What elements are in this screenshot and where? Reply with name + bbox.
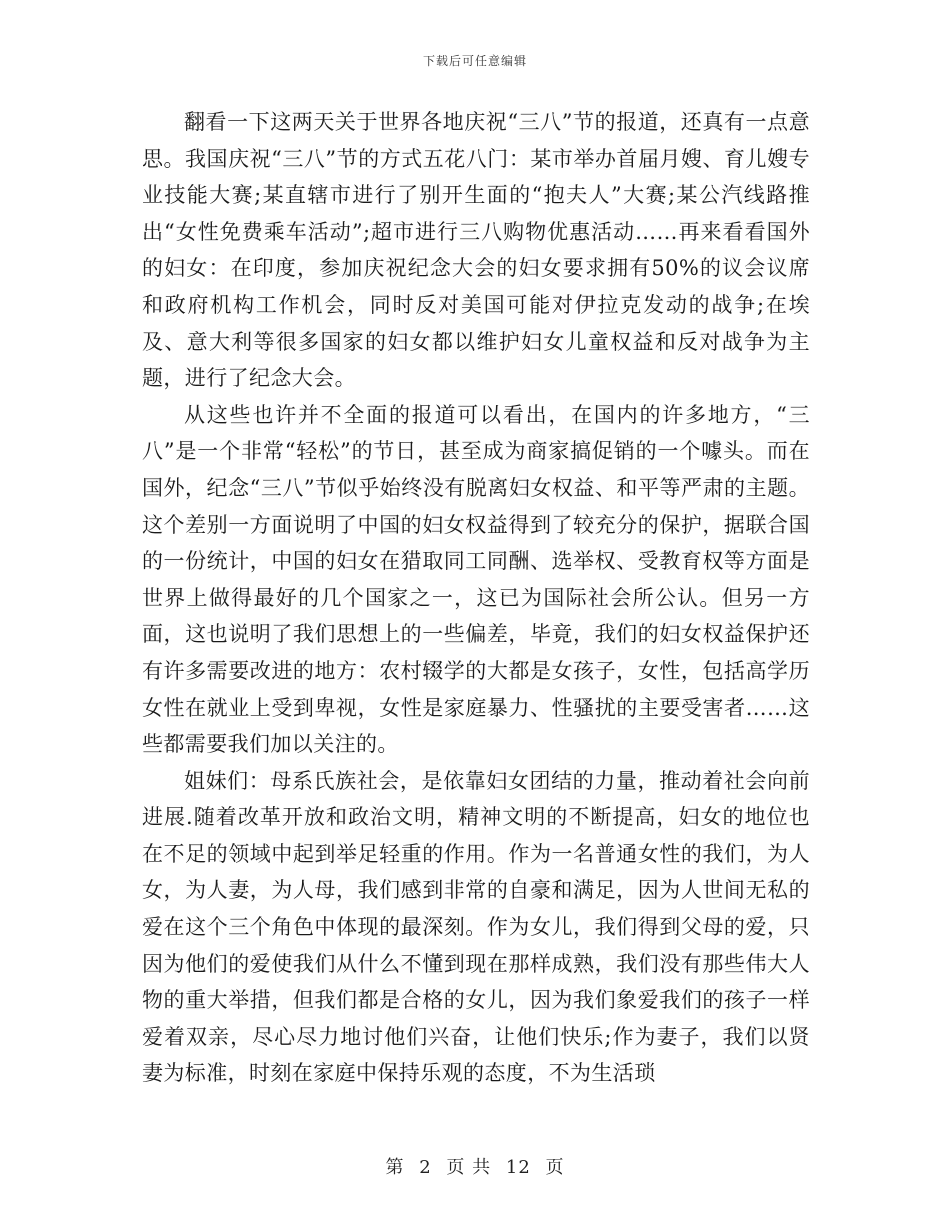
footer-suffix: 页 (545, 1157, 565, 1178)
current-page-number: 2 (419, 1157, 432, 1178)
total-page-count: 12 (505, 1157, 531, 1178)
footer-prefix: 第 (385, 1157, 405, 1178)
page-footer (0, 1153, 950, 1179)
paragraph-1: 翻看一下这两天关于世界各地庆祝“三八”节的报道，还真有一点意思。我国庆祝“三八”节的方式五花八门：某市举办首届月嫂、育儿嫂专业技能大赛;某直辖市进行了别开生面的“抱夫人”大赛;某公汽线路推出“女性免费乘车活动”;超市进行三八购物优惠活动……再来看看国外的妇女：在印度，参加庆祝纪念大会的妇女要求拥有50%的议会议席和政府机构工作机会，同时反对美国可能对伊拉克发动的战争;在埃及、意大利等很多国家的妇女都以维护妇女儿童权益和反对战争为主题，进行了纪念大会。 (142, 110, 810, 391)
paragraph-3: 姐妹们：母系氏族社会，是依靠妇女团结的力量，推动着社会向前进展.随着改革开放和政治文明，精神文明的不断提高，妇女的地位也在不足的领域中起到举足轻重的作用。作为一名普通女性的我们，为人女，为人妻，为人母，我们感到非常的自豪和满足，因为人世间无私的爱在这个三个角色中体现的最深刻。作为女儿，我们得到父母的爱，只因为他们的爱使我们从什么不懂到现在那样成熟，我们没有那些伟大人物的重大举措，但我们都是合格的女儿，因为我们象爱我们的孩子一样爱着双亲，尽心尽力地讨他们兴奋，让他们快乐;作为妻子，我们以贤妻为标准，时刻在家庭中保持乐观的态度，不为生活琐 (142, 768, 810, 1086)
paragraph-2: 从这些也许并不全面的报道可以看出，在国内的许多地方，“三八”是一个非常“轻松”的节日，甚至成为商家搞促销的一个噱头。而在国外，纪念“三八”节似乎始终没有脱离妇女权益、和平等严肃的主题。这个差别一方面说明了中国的妇女权益得到了较充分的保护，据联合国的一份统计，中国的妇女在猎取同工同酬、选举权、受教育权等方面是世界上做得最好的几个国家之一，这已为国际社会所公认。但另一方面，这也说明了我们思想上的一些偏差，毕竟，我们的妇女权益保护还有许多需要改进的地方：农村辍学的大都是女孩子，女性，包括高学历女性在就业上受到卑视，女性是家庭暴力、性骚扰的主要受害者……这些都需要我们加以关注的。 (142, 402, 810, 757)
document-body (142, 104, 810, 1092)
footer-middle: 页 共 (446, 1157, 492, 1178)
page-header: 下载后可任意编辑 (422, 54, 527, 68)
